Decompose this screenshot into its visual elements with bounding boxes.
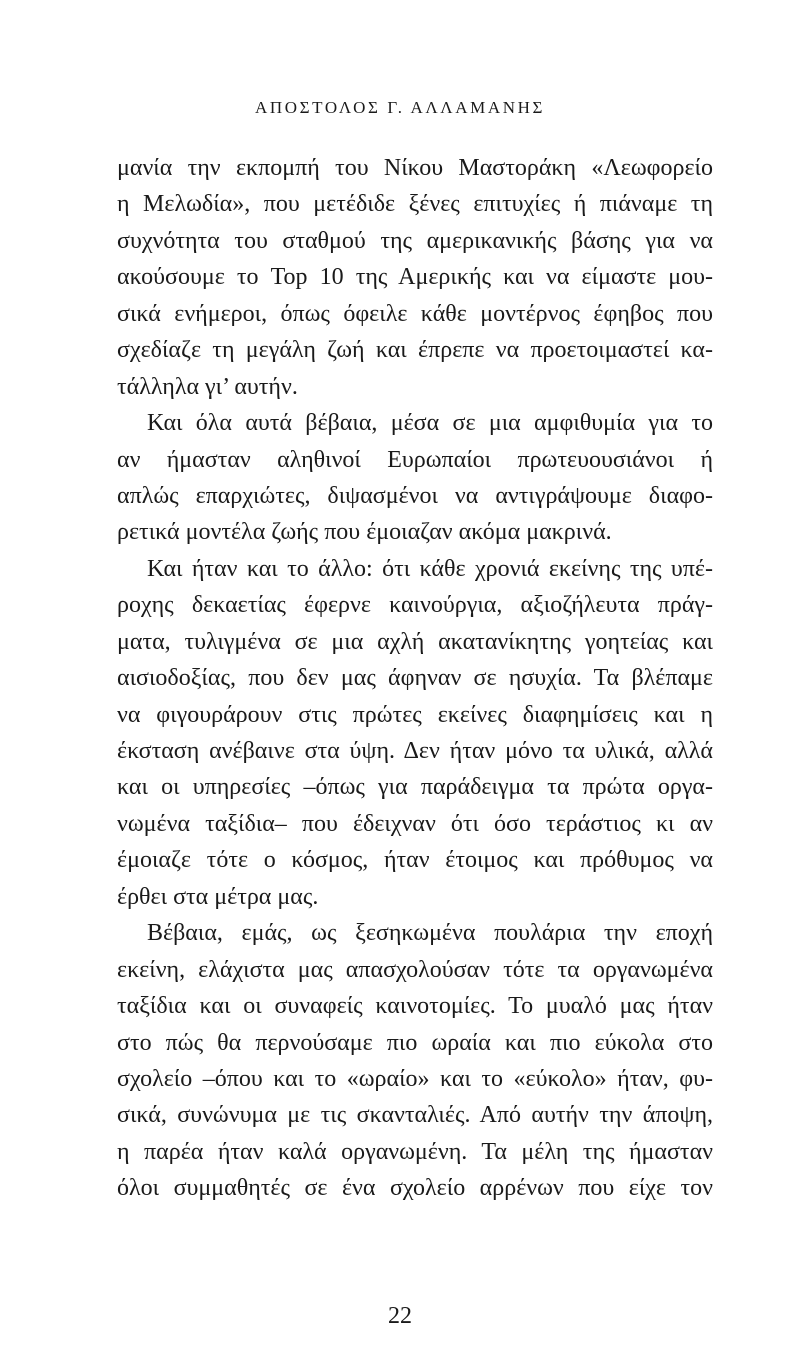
text-line: ταξίδια και οι συναφείς καινοτομίες. Το μυαλό μας ήταν <box>117 993 713 1020</box>
text-line: ροχης δεκαετίας έφερνε καινούργια, αξιοζήλευτα πράγ- <box>117 592 713 619</box>
text-line: και οι υπηρεσίες –όπως για παράδειγμα τα πρώτα οργα- <box>117 774 713 801</box>
text-line: Και όλα αυτά βέβαια, μέσα σε μια αμφιθυμία για το <box>147 410 713 437</box>
text-line: έκσταση ανέβαινε στα ύψη. Δεν ήταν μόνο τα υλικά, αλλά <box>117 738 713 764</box>
text-line: τάλληλα γι’ αυτήν. <box>117 373 298 400</box>
text-line: νωμένα ταξίδια– που έδειχναν ότι όσο τεράστιος κι αν <box>117 810 713 837</box>
text-line: Βέβαια, εμάς, ως ξεσηκωμένα πουλάρια την εποχή <box>147 920 713 947</box>
body-text <box>117 150 713 1207</box>
text-line: στο πώς θα περνούσαμε πιο ωραία και πιο εύκολα στο <box>117 1029 713 1056</box>
text-line: μανία την εκπομπή του Νίκου Μαστοράκη «Λεωφορείο <box>117 155 713 181</box>
text-line: αισιοδοξίας, που δεν μας άφηναν σε ησυχία. Τα βλέπαμε <box>117 665 713 692</box>
text-line: σικά ενήμεροι, όπως όφειλε κάθε μοντέρνος έφηβος που <box>117 300 713 327</box>
text-line: όλοι συμμαθητές σε ένα σχολείο αρρένων που είχε τον <box>117 1175 713 1202</box>
page-number: 22 <box>388 1303 412 1329</box>
text-line: ρετικά μοντέλα ζωής που έμοιαζαν ακόμα μακρινά. <box>117 519 612 546</box>
text-line: εκείνη, ελάχιστα μας απασχολούσαν τότε τα οργανωμένα <box>117 956 713 983</box>
text-line: η παρέα ήταν καλά οργανωμένη. Τα μέλη της ήμασταν <box>117 1138 713 1165</box>
text-line: ματα, τυλιγμένα σε μια αχλή ακατανίκητης γοητείας και <box>117 628 713 655</box>
text-line: σχεδίαζε τη μεγάλη ζωή και έπρεπε να προετοιμαστεί κα- <box>117 337 713 364</box>
text-line: απλώς επαρχιώτες, διψασμένοι να αντιγράψουμε διαφο- <box>117 482 713 509</box>
text-line: έμοιαζε τότε ο κόσμος, ήταν έτοιμος και πρόθυμος να <box>117 847 713 874</box>
text-line: να φιγουράρουν στις πρώτες εκείνες διαφημίσεις και η <box>117 701 713 728</box>
text-line: αν ήμασταν αληθινοί Ευρωπαίοι πρωτευουσιάνοι ή <box>117 446 713 473</box>
text-line: σχολείο –όπου και το «ωραίο» και το «εύκολο» ήταν, φυ- <box>117 1065 713 1092</box>
text-line: Και ήταν και το άλλο: ότι κάθε χρονιά εκείνης της υπέ- <box>147 555 713 582</box>
text-line: σικά, συνώνυμα με τις σκανταλιές. Από αυτήν την άποψη, <box>117 1102 713 1129</box>
text-line: έρθει στα μέτρα μας. <box>117 883 319 910</box>
text-line: ακούσουμε το Top 10 της Αμερικής και να είμαστε μου- <box>117 264 713 291</box>
text-line: η Μελωδία», που μετέδιδε ξένες επιτυχίες ή πιάναμε τη <box>117 191 713 218</box>
text-line: συχνότητα του σταθμού της αμερικανικής βάσης για να <box>117 227 713 254</box>
running-head: ΑΠΟΣΤΟΛΟΣ Γ. ΑΛΛΑΜΑΝΗΣ <box>255 98 545 117</box>
